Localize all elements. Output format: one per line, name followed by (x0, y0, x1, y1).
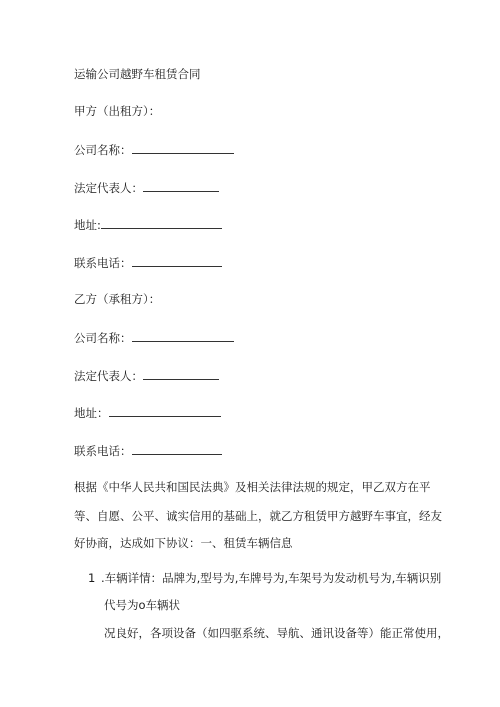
party-a-heading: 甲方（出租方）： (74, 104, 161, 118)
party-a-rep-blank (143, 179, 219, 192)
party-b-phone-blank (132, 442, 222, 455)
intro-line-3: 好协商，达成如下协议：一、租赁车辆信息 (74, 536, 293, 550)
party-a-address-blank (101, 216, 222, 229)
party-b-address-label: 地址： (74, 406, 109, 420)
contract-title: 运输公司越野车租赁合同 (74, 67, 201, 81)
party-a-address-label: 地址: (74, 218, 101, 232)
party-b-rep-blank (143, 367, 219, 380)
party-a-address-row (74, 216, 222, 233)
clause-1-line-3: 况良好，各项设备（如四驱系统、导航、通讯设备等）能正常使用， (104, 626, 449, 640)
party-b-address-row (74, 404, 221, 421)
party-a-company-label: 公司名称： (74, 143, 132, 157)
intro-line-1: 根据《中华人民共和国民法典》及相关法律法规的规定，甲乙双方在平 (74, 480, 431, 494)
party-a-company-row (74, 141, 234, 158)
party-b-phone-row (74, 442, 222, 459)
clause-1-line-1: .车辆详情：品牌为,型号为,车牌号为,车架号为发动机号为,车辆识别 (101, 571, 442, 585)
party-b-heading: 乙方（承租方）： (74, 292, 161, 306)
party-a-company-blank (132, 141, 234, 154)
party-b-phone-label: 联系电话： (74, 444, 132, 458)
party-a-phone-row (74, 254, 222, 271)
party-a-phone-label: 联系电话： (74, 256, 132, 270)
party-b-company-row (74, 329, 234, 346)
party-b-address-blank (109, 404, 221, 417)
clause-1-line-2: 代号为o车辆状 (104, 598, 181, 612)
party-b-company-label: 公司名称： (74, 331, 132, 345)
clause-1-number: 1 (88, 571, 96, 585)
intro-line-2: 等、自愿、公平、诚实信用的基础上，就乙方租赁甲方越野车事宜，经友 (74, 509, 442, 523)
party-b-rep-label: 法定代表人： (74, 369, 143, 383)
party-b-company-blank (132, 329, 234, 342)
party-b-rep-row (74, 367, 219, 384)
party-a-rep-label: 法定代表人： (74, 181, 143, 195)
party-a-rep-row (74, 179, 219, 196)
party-a-phone-blank (132, 254, 222, 267)
